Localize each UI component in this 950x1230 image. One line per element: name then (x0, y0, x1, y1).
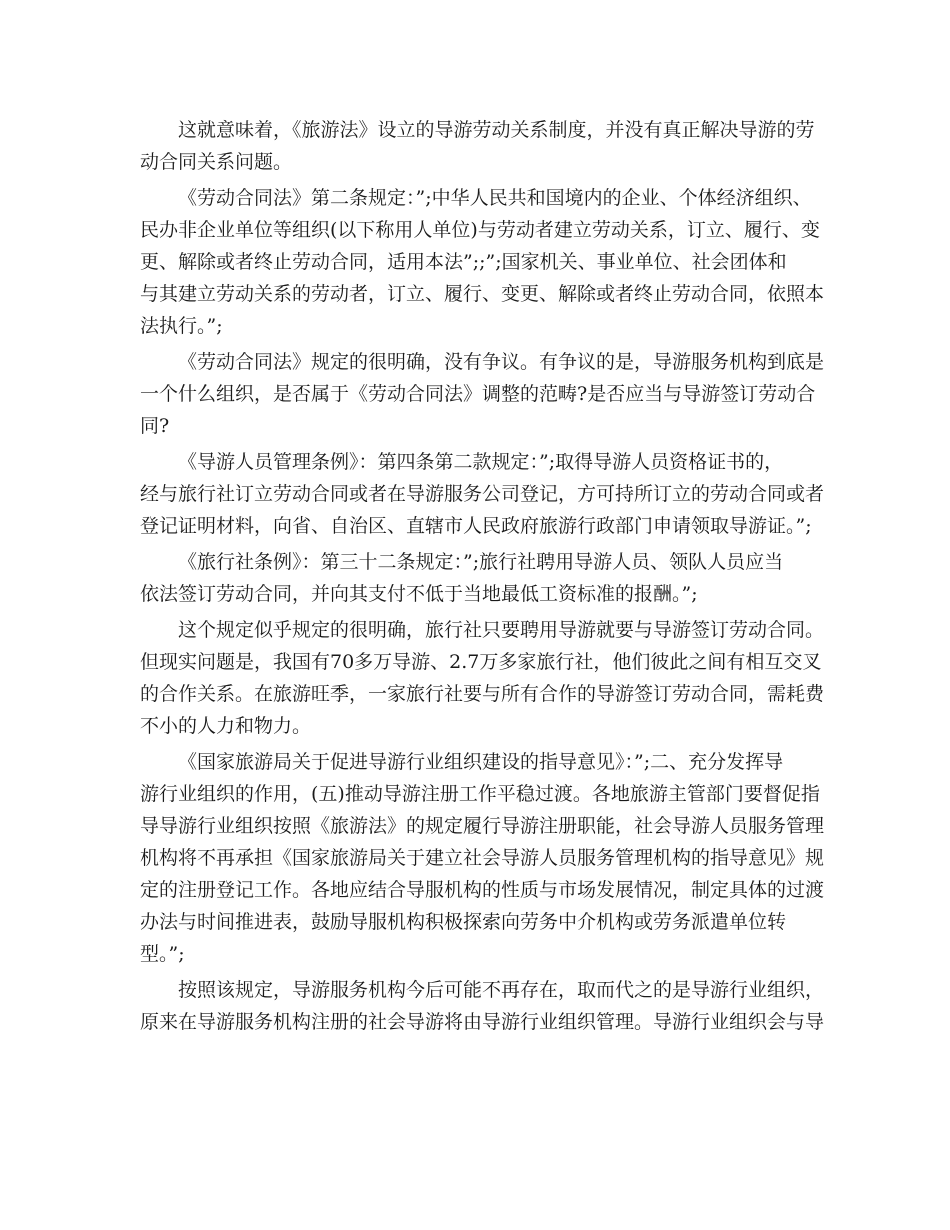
text-line: 民办非企业单位等组织(以下称用人单位)与劳动者建立劳动关系，订立、履行、变 (140, 219, 820, 241)
paragraph (140, 114, 820, 178)
text-line: 按照该规定，导游服务机构今后可能不再存在，取而代之的是导游行业组织， (178, 979, 825, 1001)
text-line: 《劳动合同法》第二条规定：”;中华人民共和国境内的企业、个体经济组织、 (178, 187, 812, 209)
text-line: 原来在导游服务机构注册的社会导游将由导游行业组织管理。导游行业组织会与导 (140, 1011, 825, 1033)
paragraph (140, 546, 820, 610)
text-line: 《国家旅游局关于促进导游行业组织建设的指导意见》：”;二、充分发挥导 (178, 751, 784, 773)
paragraph (140, 182, 825, 342)
text-line: 《旅行社条例》：第三十二条规定：”;旅行社聘用导游人员、领队人员应当 (178, 551, 784, 573)
paragraph (140, 746, 825, 970)
text-line: 更、解除或者终止劳动合同，适用本法”;;”;国家机关、事业单位、社会团体和 (140, 251, 787, 273)
text-line: 定的注册登记工作。各地应结合导服机构的性质与市场发展情况，制定具体的过渡 (140, 879, 825, 901)
text-line: 型。”; (140, 943, 185, 965)
text-line: 依法签订劳动合同，并向其支付不低于当地最低工资标准的报酬。”; (140, 583, 698, 605)
text-line: 办法与时间推进表，鼓励导服机构积极探索向劳务中介机构或劳务派遣单位转 (140, 911, 787, 933)
text-line: 《导游人员管理条例》：第四条第二款规定：”;取得导游人员资格证书的， (178, 451, 784, 473)
text-line: 动合同关系问题。 (140, 151, 293, 173)
text-line: 同? (140, 415, 170, 437)
paragraph (140, 346, 825, 442)
text-line: 导导游行业组织按照《旅游法》的规定履行导游注册职能，社会导游人员服务管理 (140, 815, 825, 837)
paragraph (140, 974, 825, 1038)
text-line: 《劳动合同法》规定的很明确，没有争议。有争议的是，导游服务机构到底是 (178, 351, 825, 373)
text-line: 经与旅行社订立劳动合同或者在导游服务公司登记，方可持所订立的劳动合同或者 (140, 483, 825, 505)
text-line: 这就意味着，《旅游法》设立的导游劳动关系制度，并没有真正解决导游的劳 (178, 119, 815, 141)
paragraph (140, 614, 825, 742)
text-line: 的合作关系。在旅游旺季，一家旅行社要与所有合作的导游签订劳动合同，需耗费 (140, 683, 825, 705)
paragraph (140, 446, 825, 542)
text-line: 不小的人力和物力。 (140, 715, 312, 737)
text-line: 游行业组织的作用，(五)推动导游注册工作平稳过渡。各地旅游主管部门要督促指 (140, 783, 820, 805)
text-line: 法执行。”; (140, 315, 223, 337)
document-body (140, 114, 825, 1042)
text-line: 一个什么组织，是否属于《劳动合同法》调整的范畴?是否应当与导游签订劳动合 (140, 383, 816, 405)
text-line: 与其建立劳动关系的劳动者，订立、履行、变更、解除或者终止劳动合同，依照本 (140, 283, 825, 305)
text-line: 这个规定似乎规定的很明确，旅行社只要聘用导游就要与导游签订劳动合同。 (178, 619, 825, 641)
text-line: 但现实问题是，我国有70多万导游、2.7万多家旅行社，他们彼此之间有相互交叉 (140, 651, 822, 673)
text-line: 机构将不再承担《国家旅游局关于建立社会导游人员服务管理机构的指导意见》规 (140, 847, 825, 869)
text-line: 登记证明材料，向省、自治区、直辖市人民政府旅游行政部门申请领取导游证。”; (140, 515, 812, 537)
